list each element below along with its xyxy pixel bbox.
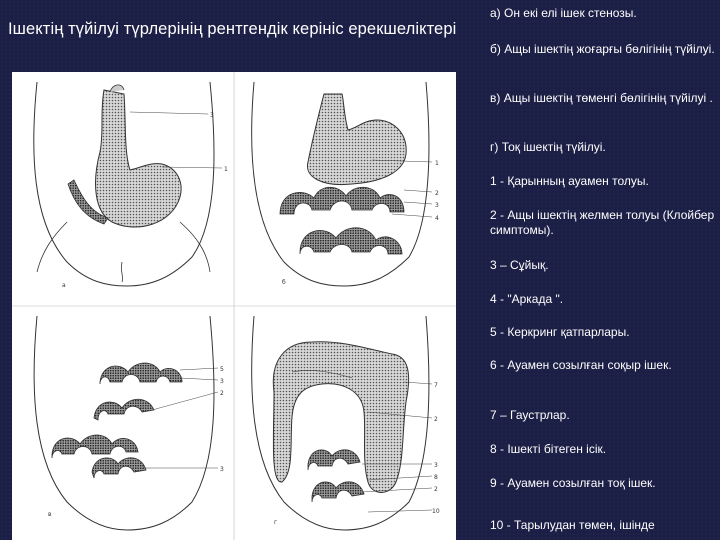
note-c: в) Ащы ішектің төменгі бөлігінің түйілуі . — [490, 91, 713, 105]
callout-a-3: 3 — [210, 112, 214, 119]
callout-b-1: 1 — [435, 160, 439, 167]
callout-d-2: 2 — [434, 416, 438, 423]
callout-a-1: 1 — [224, 166, 228, 173]
callout-c-3b: 3 — [220, 466, 224, 473]
note-7: 7 – Гаустрлар. — [490, 408, 570, 422]
callout-d-10: 10 — [432, 508, 440, 515]
callout-d-2b: 2 — [434, 486, 438, 493]
note-4: 4 - "Аркада ". — [490, 292, 564, 306]
callout-d-3: 3 — [434, 462, 438, 469]
slide-title: Ішектің түйілуі түрлерінің рентгендік керініс ерекшеліктері — [8, 20, 457, 38]
note-6: 6 - Ауамен созылған соқыр ішек. — [490, 358, 672, 372]
callout-d-8: 8 — [434, 474, 438, 481]
callout-c-3: 3 — [220, 378, 224, 385]
xray-illustration-panel — [12, 72, 456, 540]
callout-b-4: 4 — [435, 215, 439, 222]
note-9: 9 - Ауамен созылған тоқ ішек. — [490, 476, 656, 490]
note-8: 8 - Ішекті бітеген ісік. — [490, 442, 607, 456]
quadrant-d-drawing — [252, 316, 432, 530]
quadrant-a-drawing — [34, 82, 222, 286]
panel-letter-b: б — [282, 279, 286, 286]
panel-letter-c: в — [48, 511, 52, 518]
note-a: а) Он екі елі ішек стенозы. — [490, 6, 637, 20]
callout-c-5: 5 — [220, 366, 224, 373]
callout-c-2: 2 — [220, 390, 224, 397]
legend-notes — [490, 0, 716, 540]
xray-illustration — [12, 72, 456, 540]
note-d: г) Тоқ ішектің түйілуі. — [490, 140, 606, 154]
note-2: 2 - Ащы ішектің желмен толуы (Клойбер симптомы). — [490, 208, 715, 237]
note-b: б) Ащы ішектің жоғарғы бөлігінің түйілуі. — [490, 42, 715, 56]
callout-b-2: 2 — [435, 190, 439, 197]
note-1: 1 - Қарынның ауамен толуы. — [490, 174, 649, 188]
panel-letter-a: а — [62, 282, 66, 289]
note-3: 3 – Сұйық. — [490, 258, 549, 272]
panel-letter-d: г — [274, 519, 278, 526]
note-10: 10 - Тарылудан төмен, ішінде — [490, 518, 655, 532]
callout-b-3: 3 — [435, 202, 439, 209]
note-5: 5 - Керкринг қатпарлары. — [490, 325, 630, 339]
quadrant-b-drawing — [252, 82, 432, 286]
callout-d-7: 7 — [434, 382, 438, 389]
quadrant-c-drawing — [34, 316, 218, 530]
